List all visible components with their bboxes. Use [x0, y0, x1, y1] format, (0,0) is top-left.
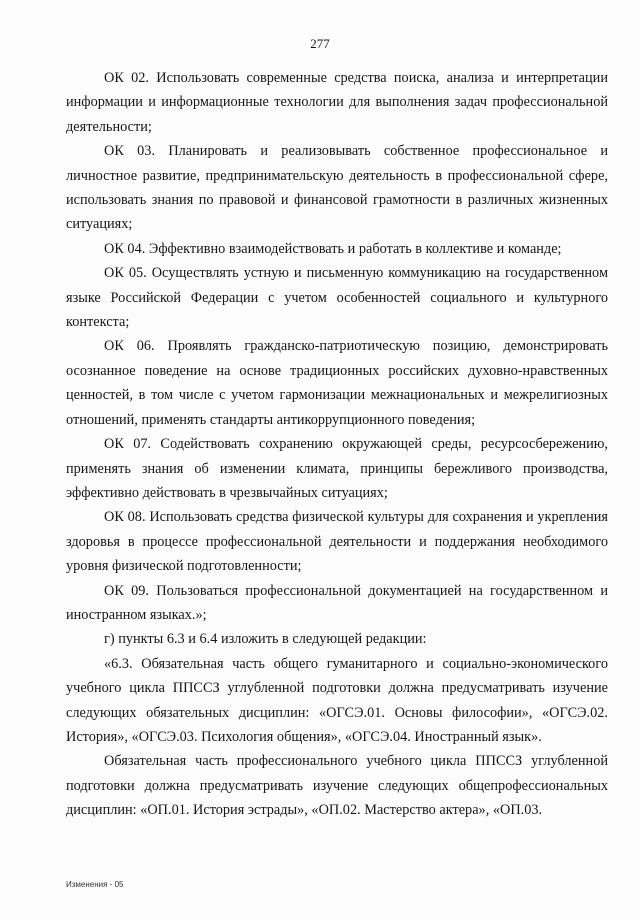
footer-revision-note: Изменения - 05	[66, 880, 124, 889]
document-body	[66, 66, 608, 823]
paragraph-ok-07: ОК 07. Содействовать сохранению окружающей среды, ресурсосбережению, применять знания об изменении климата, принципы бережливого производства, эффективно действовать в чрезвычайных ситуациях;	[66, 436, 608, 501]
paragraph-professional-cycle: Обязательная часть профессионального учебного цикла ППССЗ углубленной подготовки должна предусматривать изучение следующих общепрофессиональных дисциплин: «ОП.01. История эстрады», «ОП.02. Мастерство актера», «ОП.03.	[66, 753, 608, 819]
paragraph-ok-08: ОК 08. Использовать средства физической культуры для сохранения и укрепления здоровья в процессе профессиональной деятельности и поддержания необходимого уровня физической подготовленности;	[66, 509, 608, 575]
paragraph-ok-06: ОК 06. Проявлять гражданско-патриотическую позицию, демонстрировать осознанное поведение на основе традиционных российских духовно-нравственных ценностей, в том числе с учетом гармонизации межнациональных и межрелигиозных отношений, применять стандарты антикоррупционного поведения;	[66, 338, 608, 428]
paragraph-ok-03: ОК 03. Планировать и реализовывать собственное профессиональное и личностное развитие, предпринимательскую деятельность в профессиональной сфере, использовать знания по правовой и финансовой грамотности в различных жизненных ситуациях;	[66, 143, 608, 233]
page-number: 277	[310, 36, 330, 51]
paragraph-item-g: г) пункты 6.3 и 6.4 изложить в следующей редакции:	[104, 631, 427, 648]
paragraph-ok-09: ОК 09. Пользоваться профессиональной документацией на государственном и иностранном языках.»;	[66, 582, 608, 623]
paragraph-ok-05: ОК 05. Осуществлять устную и письменную коммуникацию на государственном языке Российской Федерации с учетом особенностей социального и культурного контекста;	[66, 265, 608, 331]
paragraph-6-3: «6.3. Обязательная часть общего гуманитарного и социально-экономического учебного цикла ППССЗ углубленной подготовки должна предусматривать изучение следующих обязательных дисциплин: «ОГСЭ.01. Основы философии», «ОГСЭ.02. История», «ОГСЭ.03. Психология общения», «ОГСЭ.04. Иностранный язык».	[66, 655, 608, 745]
paragraph-ok-04: ОК 04. Эффективно взаимодействовать и работать в коллективе и команде;	[104, 240, 562, 257]
paragraph-ok-02: ОК 02. Использовать современные средства поиска, анализа и интерпретации информации и информационные технологии для выполнения задач профессиональной деятельности;	[66, 70, 608, 135]
